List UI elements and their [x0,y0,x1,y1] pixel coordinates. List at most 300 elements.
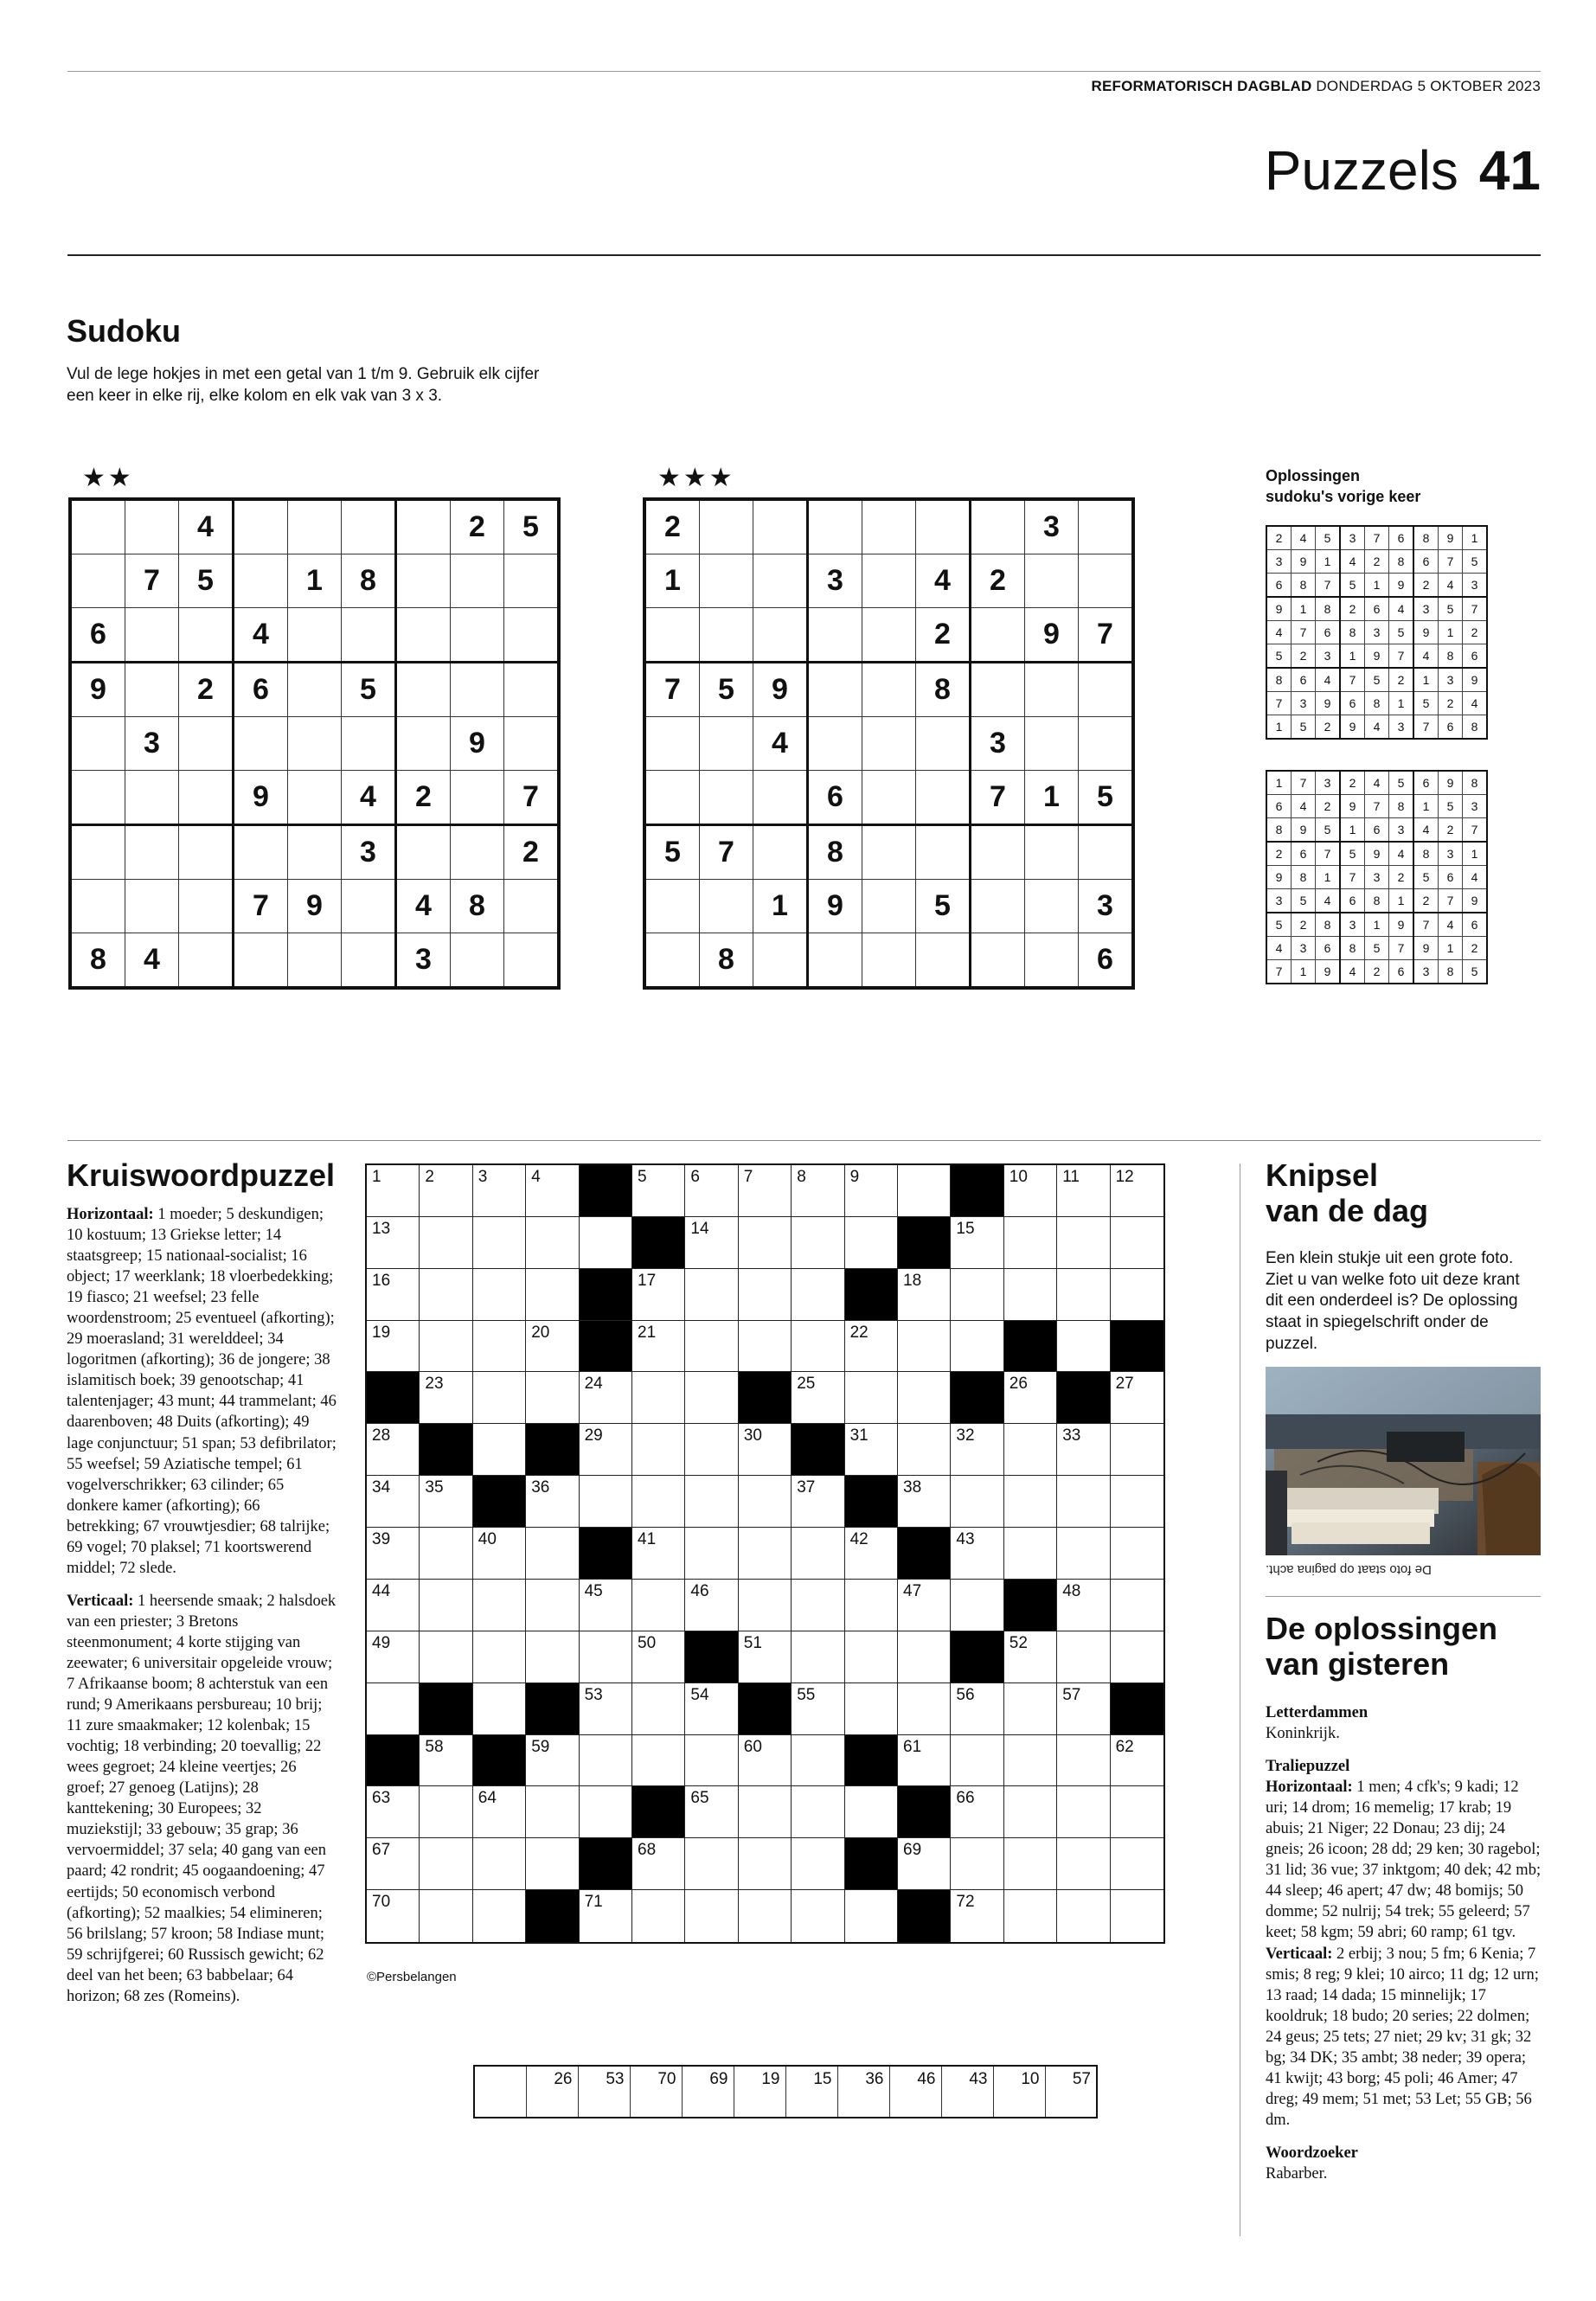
crossword-cell[interactable] [367,1890,420,1942]
crossword-cell[interactable] [792,1269,844,1321]
crossword-cell[interactable] [845,1372,898,1424]
crossword-cell[interactable] [632,1528,685,1580]
crossword-cell[interactable] [580,1631,632,1683]
solution2-cell: 4 [1413,818,1439,843]
crossword-cell[interactable] [792,1786,844,1838]
sudoku2-cell [916,771,971,825]
sudoku1-cell [504,717,560,771]
sudoku1-cell [451,608,504,663]
crossword-cell[interactable] [898,1838,951,1890]
solution1-cell: 4 [1316,668,1341,692]
crossword-cell[interactable] [685,1735,738,1787]
crossword-cell[interactable] [473,1838,526,1890]
crossword-cell[interactable] [632,1269,685,1321]
sudoku1-cell: 5 [342,663,396,717]
crossword-cell[interactable] [739,1476,792,1528]
solution1-cell: 3 [1439,668,1463,692]
solution1-cell: 5 [1292,715,1316,740]
crossword-cell[interactable] [739,1269,792,1321]
crossword-cell[interactable] [632,1838,685,1890]
crossword-cell[interactable] [685,1683,738,1735]
crossword-cell[interactable] [1004,1786,1057,1838]
crossword-black-cell [580,1165,632,1217]
crossword-cell[interactable] [420,1838,472,1890]
crossword-cell[interactable] [792,1372,844,1424]
crossword-cell[interactable] [792,1735,844,1787]
crossword-cell[interactable] [1111,1165,1163,1217]
solution2-cell: 2 [1266,842,1292,866]
sudoku2-cell: 6 [808,771,862,825]
answer-cell[interactable]: 36 [837,2066,889,2118]
crossword-cell[interactable] [367,1838,420,1890]
crossword-cell[interactable] [473,1165,526,1217]
crossword-cell[interactable] [898,1735,951,1787]
crossword-cell[interactable] [845,1528,898,1580]
crossword-cell[interactable] [951,1217,1003,1269]
solution1-cell: 7 [1413,715,1439,740]
crossword-cell[interactable] [526,1735,579,1787]
crossword-cell[interactable] [685,1321,738,1373]
crossword-cell[interactable] [1111,1217,1163,1269]
crossword-cell[interactable] [1057,1476,1110,1528]
crossword-cell[interactable] [1111,1476,1163,1528]
solution2-cell: 3 [1266,889,1292,913]
crossword-cell[interactable] [951,1683,1003,1735]
crossword-cell[interactable] [1057,1786,1110,1838]
crossword-cell[interactable] [1111,1424,1163,1476]
crossword-cell[interactable] [1004,1528,1057,1580]
crossword-cell[interactable] [420,1890,472,1942]
crossword-cell[interactable] [739,1786,792,1838]
crossword-cell[interactable] [526,1217,579,1269]
crossword-cell[interactable] [1057,1424,1110,1476]
crossword-cell[interactable] [685,1217,738,1269]
crossword-cell[interactable] [951,1890,1003,1942]
sudoku1-cell [125,608,179,663]
solution2-cell: 7 [1389,937,1414,960]
crossword-black-cell [898,1217,951,1269]
crossword-clue-number: 24 [584,1375,603,1394]
sudoku1-cell [396,825,451,880]
answer-cell[interactable]: 46 [889,2066,941,2118]
sudoku2-cell [644,933,700,989]
crossword-clue-number: 2 [425,1168,434,1186]
crossword-cell[interactable] [473,1890,526,1942]
sudoku2-cell [1025,933,1079,989]
solution1-cell: 1 [1389,692,1414,715]
crossword-cell[interactable] [632,1476,685,1528]
crossword-cell[interactable] [367,1631,420,1683]
crossword-cell[interactable] [845,1321,898,1373]
crossword-cell[interactable] [367,1528,420,1580]
crossword-cell[interactable] [632,1683,685,1735]
answer-cell[interactable]: 57 [1045,2066,1097,2118]
crossword-cell[interactable] [845,1786,898,1838]
crossword-cell[interactable] [1057,1165,1110,1217]
crossword-cell[interactable] [1057,1890,1110,1942]
crossword-clue-number: 28 [372,1426,391,1445]
crossword-cell[interactable] [792,1890,844,1942]
crossword-cell[interactable] [473,1217,526,1269]
crossword-cell[interactable] [792,1217,844,1269]
crossword-cell[interactable] [792,1631,844,1683]
crossword-cell[interactable] [792,1476,844,1528]
crossword-cell[interactable] [367,1165,420,1217]
crossword-cell[interactable] [685,1580,738,1631]
solution1-cell: 6 [1463,644,1488,669]
crossword-cell[interactable] [420,1580,472,1631]
answer-cell[interactable]: 70 [630,2066,682,2118]
crossword-cell[interactable] [526,1165,579,1217]
crossword-cell[interactable] [367,1683,420,1735]
crossword-clue-number: 4 [531,1168,541,1186]
crossword-cell[interactable] [898,1631,951,1683]
gisteren-title-line1: De oplossingen [1266,1611,1498,1646]
crossword-cell[interactable] [420,1321,472,1373]
crossword-cell[interactable] [739,1165,792,1217]
solution2-cell: 8 [1389,795,1414,818]
crossword-cell[interactable] [420,1476,472,1528]
crossword-cell[interactable] [845,1580,898,1631]
crossword-cell[interactable] [739,1580,792,1631]
crossword-black-cell [739,1683,792,1735]
solution2-cell: 4 [1389,842,1414,866]
crossword-cell[interactable] [1057,1217,1110,1269]
crossword-clue-number: 37 [797,1478,816,1497]
crossword-clue-number: 19 [372,1323,391,1342]
crossword-clue-number: 44 [372,1581,391,1600]
crossword-cell[interactable] [1004,1890,1057,1942]
crossword-cell[interactable] [367,1424,420,1476]
crossword-cell[interactable] [526,1476,579,1528]
crossword-cell[interactable] [1057,1269,1110,1321]
solution1-cell: 5 [1439,597,1463,621]
solution2-cell: 5 [1365,937,1389,960]
crossword-cell[interactable] [685,1269,738,1321]
knipsel-title-line1: Knipsel [1266,1157,1379,1193]
crossword-cell[interactable] [473,1321,526,1373]
crossword-cell[interactable] [951,1321,1003,1373]
crossword-cell[interactable] [685,1528,738,1580]
sudoku2-cell [916,933,971,989]
crossword-cell[interactable] [526,1269,579,1321]
crossword-cell[interactable] [1004,1269,1057,1321]
sudoku1-cell [504,880,560,933]
crossword-cell[interactable] [792,1321,844,1373]
crossword-cell[interactable] [739,1838,792,1890]
solution1-cell: 1 [1413,668,1439,692]
sudoku-solutions-heading [1266,465,1420,508]
crossword-cell[interactable] [1111,1786,1163,1838]
crossword-cell[interactable] [420,1165,472,1217]
solution2-cell: 3 [1340,913,1365,937]
crossword-cell[interactable] [739,1321,792,1373]
solution1-cell: 2 [1266,526,1292,550]
vertical-clue-text: 1 heersende smaak; 2 halsdoek van een priester; 3 Bretons steenmonument; 4 korte stijging van zeewater; 6 universitair opgeleide vrouw; 7 Afrikaanse boom; 8 achterstuk van een rund; 9 Amerikaans persbureau; 10 brij; 11 zure smaakmaker; 12 kolenbak; 15 vochtig; 18 verbinding; 20 toevallig; 22 wees gegroet; 24 kleine veertjes; 26 groef; 27 genoeg (Latijns); 28 kanttekening; 30 Europees; 32 muziekstijl; 33 gebouw; 35 grap; 36 vervoermiddel; 37 sela; 40 gang van een paard; 42 rondrit; 45 oogaandoening; 47 eertijds; 50 economisch verbond (afkorting); 52 maalkies; 54 elimineren; 56 brilslang; 57 kroon; 58 Indiase munt; 59 schrijfgerei; 60 Russisch gewicht; 62 deel van het been; 63 babbelaar; 64 horizon; 68 zes (Romeins). [67,1592,337,2005]
crossword-cell[interactable] [473,1683,526,1735]
solution1-cell: 9 [1292,550,1316,574]
horizontal-clue-text: 1 moeder; 5 deskundigen; 10 kostuum; 13 Griekse letter; 14 staatsgreep; 15 nationaal-socialist; 16 object; 17 weerklank; 18 vloerbedekking; 19 fiasco; 21 weefsel; 23 felle woordenstroom; 25 eventueel (afkorting); 29 moerasland; 31 werelddeel; 34 logoritmen (afkorting); 36 de jongere; 38 islamitisch boek; 39 genootschap; 41 talentenjager; 43 munt; 44 trammelant; 46 daarenboven; 48 Duits (afkorting); 49 lage conjunctuur; 51 span; 53 defibrilator; 55 weefsel; 59 Aziatische tempel; 61 vogelverschrikker; 63 cilinder; 65 donkere kamer (afkorting); 66 betrekking; 67 vrouwtjesdier; 68 talrijke; 69 vogel; 70 plaksel; 71 koortswerend middel; 72 slede. [67,1206,337,1577]
crossword-cell[interactable] [792,1528,844,1580]
crossword-cell[interactable] [792,1683,844,1735]
crossword-cell[interactable] [473,1372,526,1424]
crossword-cell[interactable] [632,1424,685,1476]
crossword-cell[interactable] [1111,1890,1163,1942]
crossword-cell[interactable] [1057,1838,1110,1890]
crossword-black-cell [473,1476,526,1528]
crossword-cell[interactable] [420,1631,472,1683]
solution2-cell: 7 [1292,771,1316,795]
crossword-clue-number: 7 [743,1168,753,1186]
sudoku1-cell: 9 [234,771,288,825]
crossword-cell[interactable] [367,1580,420,1631]
sudoku1-cell [504,933,560,989]
crossword-cell[interactable] [526,1580,579,1631]
crossword-cell[interactable] [580,1683,632,1735]
crossword-cell[interactable] [1057,1631,1110,1683]
sudoku2-cell: 7 [644,663,700,717]
crossword-cell[interactable] [739,1217,792,1269]
crossword-cell[interactable] [1111,1838,1163,1890]
crossword-black-cell [898,1528,951,1580]
gisteren-title [1266,1611,1497,1682]
crossword-cell[interactable] [951,1735,1003,1787]
crossword-cell[interactable] [367,1786,420,1838]
crossword-cell[interactable] [951,1476,1003,1528]
crossword-cell[interactable] [685,1165,738,1217]
crossword-cell[interactable] [792,1838,844,1890]
crossword-cell[interactable] [473,1528,526,1580]
crossword-cell[interactable] [1004,1476,1057,1528]
sudoku2-cell: 7 [1079,608,1134,663]
solution1-cell: 9 [1365,644,1389,669]
crossword-cell[interactable] [1057,1683,1110,1735]
woordzoeker-label: Woordzoeker [1266,2144,1358,2162]
crossword-cell[interactable] [898,1424,951,1476]
solution2-cell: 8 [1340,937,1365,960]
crossword-cell[interactable] [632,1890,685,1942]
solution1-cell: 5 [1413,692,1439,715]
crossword-cell[interactable] [420,1217,472,1269]
crossword-cell[interactable] [580,1735,632,1787]
crossword-cell[interactable] [632,1580,685,1631]
crossword-cell[interactable] [473,1631,526,1683]
solution2-cell: 3 [1316,771,1341,795]
solution2-cell: 1 [1413,795,1439,818]
crossword-cell[interactable] [685,1890,738,1942]
sudoku2-cell [700,608,753,663]
crossword-cell[interactable] [739,1528,792,1580]
sudoku1-cell [504,608,560,663]
crossword-cell[interactable] [1004,1372,1057,1424]
crossword-cell[interactable] [580,1476,632,1528]
crossword-cell[interactable] [1004,1838,1057,1890]
crossword-cell[interactable] [420,1786,472,1838]
crossword-cell[interactable] [580,1580,632,1631]
crossword-cell[interactable] [367,1321,420,1373]
answer-cell[interactable]: 26 [526,2066,578,2118]
crossword-cell[interactable] [632,1372,685,1424]
crossword-cell[interactable] [420,1735,472,1787]
crossword-black-cell [1111,1321,1163,1373]
crossword-cell[interactable] [685,1424,738,1476]
crossword-cell[interactable] [1111,1580,1163,1631]
crossword-cell[interactable] [632,1631,685,1683]
crossword-cell[interactable] [580,1890,632,1942]
solution1-cell: 6 [1266,574,1292,598]
solution1-cell: 5 [1316,526,1341,550]
crossword-cell[interactable] [632,1321,685,1373]
sudoku1-cell [504,554,560,608]
crossword-cell[interactable] [898,1683,951,1735]
crossword-cell[interactable] [845,1683,898,1735]
crossword-clue-number: 38 [903,1478,922,1497]
crossword-cell[interactable] [951,1838,1003,1890]
crossword-cell[interactable] [739,1890,792,1942]
crossword-cell[interactable] [526,1838,579,1890]
crossword-cell[interactable] [792,1165,844,1217]
crossword-cell[interactable] [473,1786,526,1838]
crossword-clue-number: 39 [372,1530,391,1549]
letterdammen-answer: Koninkrijk. [1266,1725,1340,1743]
crossword-cell[interactable] [526,1786,579,1838]
crossword-cell[interactable] [845,1424,898,1476]
sudoku2-cell [1079,663,1134,717]
crossword-cell[interactable] [898,1372,951,1424]
crossword-cell[interactable] [526,1631,579,1683]
solution1-cell: 7 [1316,574,1341,598]
answer-cell[interactable]: 69 [682,2066,734,2118]
crossword-cell[interactable] [898,1321,951,1373]
answer-cell[interactable]: 43 [941,2066,993,2118]
crossword-cell[interactable] [685,1372,738,1424]
crossword-cell[interactable] [580,1217,632,1269]
solution1-cell: 3 [1463,574,1488,598]
crossword-cell[interactable] [526,1528,579,1580]
crossword-cell[interactable] [473,1269,526,1321]
sudoku2-cell [808,499,862,554]
crossword-cell[interactable] [473,1424,526,1476]
solution1-cell: 8 [1439,644,1463,669]
crossword-cell[interactable] [845,1165,898,1217]
crossword-cell[interactable] [951,1580,1003,1631]
crossword-cell[interactable] [898,1580,951,1631]
crossword-black-cell [792,1424,844,1476]
crossword-cell[interactable] [526,1321,579,1373]
crossword-cell[interactable] [739,1424,792,1476]
solution2-cell: 6 [1292,842,1316,866]
solution1-cell: 4 [1340,550,1365,574]
crossword-cell[interactable] [739,1735,792,1787]
sudoku1-cell [396,554,451,608]
crossword-cell[interactable] [1057,1580,1110,1631]
crossword-cell[interactable] [580,1786,632,1838]
sudoku1-cell [451,933,504,989]
crossword-cell[interactable] [1111,1528,1163,1580]
crossword-cell[interactable] [1057,1321,1110,1373]
sudoku2-cell [1079,554,1134,608]
sudoku2-cell: 7 [971,771,1025,825]
crossword-clue-number: 64 [478,1789,497,1808]
crossword-cell[interactable] [792,1580,844,1631]
crossword-clue-number: 68 [638,1841,657,1860]
crossword-black-cell [951,1165,1003,1217]
solution1-cell: 6 [1365,597,1389,621]
crossword-cell[interactable] [580,1424,632,1476]
crossword-cell[interactable] [420,1372,472,1424]
crossword-cell[interactable] [367,1269,420,1321]
answer-cell[interactable] [474,2066,526,2118]
crossword-cell[interactable] [1004,1683,1057,1735]
crossword-cell[interactable] [951,1269,1003,1321]
sudoku1-cell [342,608,396,663]
crossword-cell[interactable] [1111,1269,1163,1321]
sudoku2-cell [808,663,862,717]
crossword-cell[interactable] [685,1476,738,1528]
crossword-cell[interactable] [898,1476,951,1528]
sudoku2-cell: 1 [644,554,700,608]
crossword-cell[interactable] [845,1217,898,1269]
crossword-cell[interactable] [1111,1372,1163,1424]
crossword-cell[interactable] [1111,1631,1163,1683]
crossword-cell[interactable] [685,1786,738,1838]
solution2-cell: 1 [1340,818,1365,843]
crossword-cell[interactable] [898,1165,951,1217]
sudoku2-cell [808,608,862,663]
crossword-cell[interactable] [845,1631,898,1683]
horizontal-label: Horizontaal: [67,1206,154,1223]
crossword-cell[interactable] [1004,1631,1057,1683]
answer-cell[interactable]: 19 [734,2066,785,2118]
solution2-cell: 5 [1340,842,1365,866]
crossword-cell[interactable] [845,1890,898,1942]
crossword-cell[interactable] [951,1786,1003,1838]
crossword-cell[interactable] [951,1528,1003,1580]
sudoku1-cell [70,880,125,933]
solution1-cell: 7 [1340,668,1365,692]
solution2-cell: 3 [1439,842,1463,866]
crossword-clue-number: 11 [1062,1168,1080,1186]
crossword-cell[interactable] [526,1372,579,1424]
crossword-clue-number: 52 [1009,1633,1028,1652]
crossword-cell[interactable] [1111,1735,1163,1787]
crossword-cell[interactable] [420,1269,472,1321]
crossword-cell[interactable] [580,1372,632,1424]
crossword-cell[interactable] [1004,1424,1057,1476]
crossword-cell[interactable] [632,1165,685,1217]
crossword-cell[interactable] [739,1631,792,1683]
crossword-cell[interactable] [367,1217,420,1269]
crossword-cell[interactable] [1057,1735,1110,1787]
crossword-cell[interactable] [1004,1217,1057,1269]
crossword-cell[interactable] [1004,1165,1057,1217]
crossword-cell[interactable] [951,1424,1003,1476]
crossword-cell[interactable] [898,1269,951,1321]
answer-cell[interactable]: 15 [785,2066,837,2118]
crossword-cell[interactable] [473,1580,526,1631]
sudoku2-cell [862,771,916,825]
sudoku1-cell [451,554,504,608]
crossword-cell[interactable] [1004,1735,1057,1787]
solution2-cell: 7 [1463,818,1488,843]
answer-cell[interactable]: 53 [578,2066,630,2118]
crossword-cell[interactable] [685,1838,738,1890]
crossword-cell[interactable] [420,1528,472,1580]
crossword-cell[interactable] [1057,1528,1110,1580]
crossword-cell[interactable] [632,1735,685,1787]
crossword-cell[interactable] [367,1476,420,1528]
answer-cell[interactable]: 10 [993,2066,1045,2118]
